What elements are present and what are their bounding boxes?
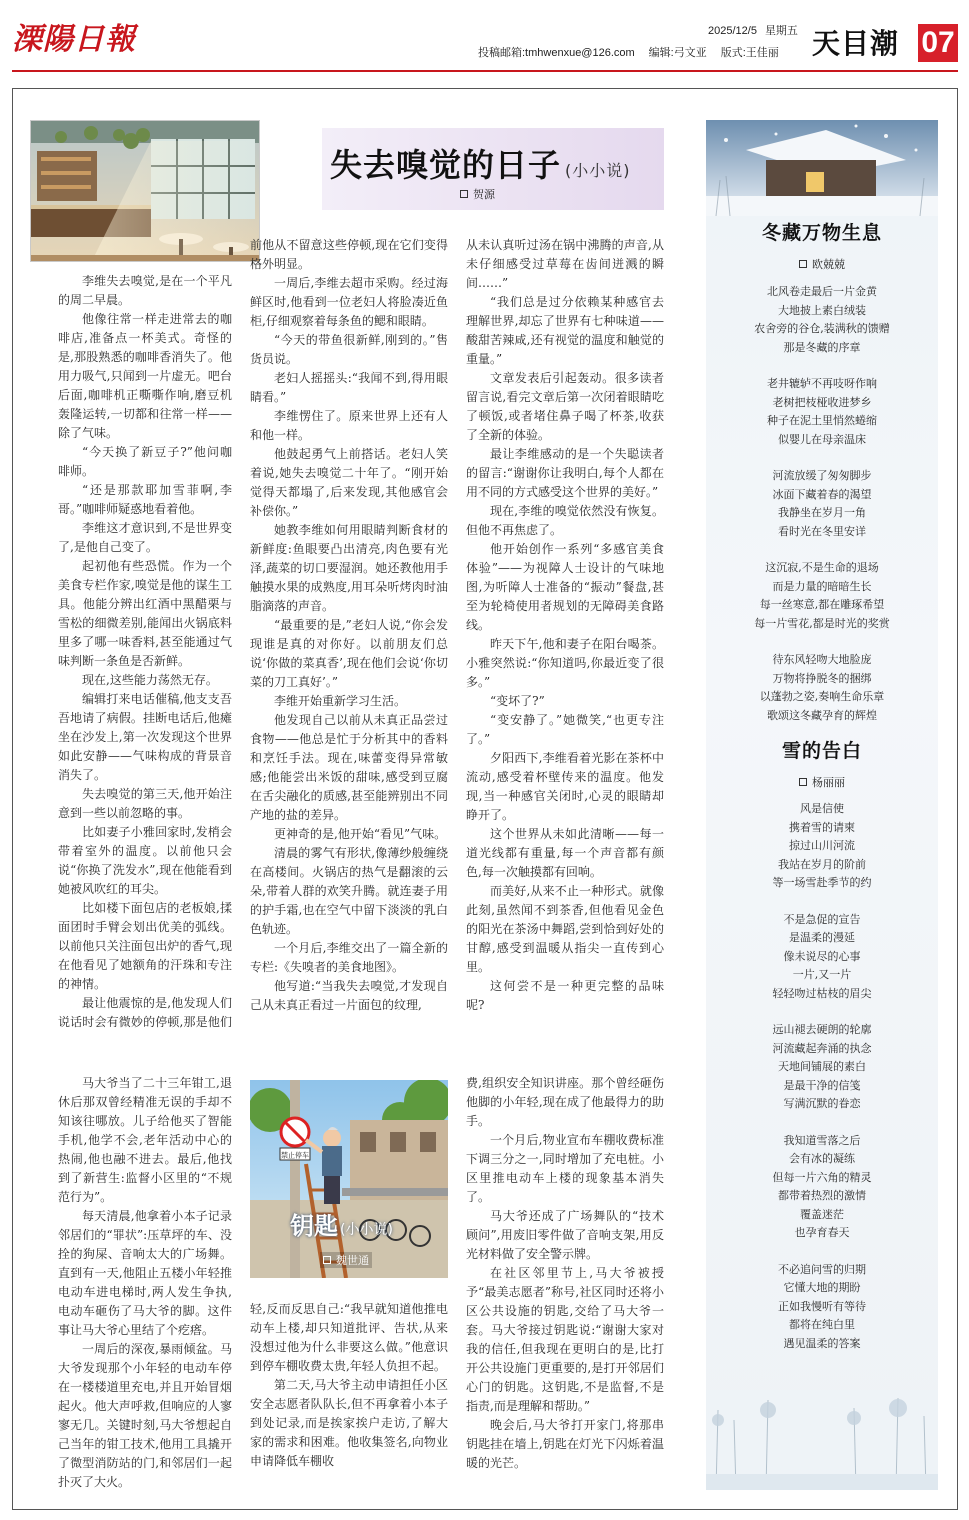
poem-line: 我站在岁月的阶前: [778, 857, 866, 871]
paragraph: 第二天,马大爷主动申请担任小区安全志愿者队队长,但不再拿着小本子到处记录,而是挨家挨户走访,了解大家的需求和困难。他收集签名,向物业申请降低车棚收: [250, 1378, 448, 1468]
poem-line: 农舍旁的谷仓,装满秋的馈赠: [754, 322, 890, 335]
poem-line: 覆盖迷茫: [800, 1207, 844, 1221]
poem-line: 我静坐在岁月一角: [778, 506, 866, 519]
paragraph: 一周后,李维去超市采购。经过海鲜区时,他看到一位老妇人将脸凑近鱼柜,仔细观察着每条鱼的鳃和眼睛。: [250, 276, 448, 328]
story1-subtitle: (小小说): [565, 161, 631, 180]
poem-line: 种子在泥土里悄然蜷缩: [767, 414, 877, 427]
story1-column-2: [250, 236, 448, 1028]
poem-line: 这沉寂,不是生命的退场: [765, 561, 879, 574]
paragraph: 李维失去嗅觉,是在一个平凡的周二早晨。: [58, 274, 232, 307]
paragraph: “还是那款耶加雪菲啊,李哥。”咖啡师疑惑地看着他。: [58, 483, 232, 516]
paragraph: 一个月后,李维交出了一篇全新的专栏:《失嗅者的美食地图》。: [250, 941, 448, 974]
poem-stanza: [706, 911, 938, 1004]
weekday-text: 星期五: [764, 25, 798, 37]
poem2-author: 杨丽丽: [812, 776, 845, 789]
story2-byline: [320, 1252, 372, 1268]
newspaper-logo: 溧陽日報: [12, 22, 136, 57]
layout-credit: 版式:王佳丽: [720, 47, 779, 59]
paragraph: 这个世界从未如此清晰——每一道光线都有重量,每一个声音都有颜色,每一次触摸都有回响。: [466, 827, 664, 879]
date-text: 2025/12/5: [708, 25, 757, 37]
poem-line: 河流放缓了匆匆脚步: [772, 469, 872, 482]
poem2-body: [706, 800, 938, 1371]
paragraph: 昨天下午,他和妻子在阳台喝茶。小雅突然说:“你知道吗,你最近变了很多。”: [466, 637, 664, 689]
story2-author: 魏世通: [336, 1254, 369, 1267]
no-parking-sign-label: 禁止停车: [281, 1151, 309, 1160]
poem-line: 以蓬勃之姿,奏响生命乐章: [759, 690, 885, 703]
poem-line: 遇见温柔的答案: [783, 1336, 861, 1350]
poem-stanza: [706, 559, 938, 633]
paragraph: 晚会后,马大爷打开家门,将那串钥匙挂在墙上,钥匙在灯光下闪烁着温暖的光芒。: [466, 1418, 664, 1470]
paragraph: 他鼓起勇气上前搭话。老妇人笑着说,她失去嗅觉二十年了。“刚开始觉得天都塌了,后来发现,其他感官会补偿你。”: [250, 447, 448, 518]
paragraph: 从未认真听过汤在锅中沸腾的声音,从未仔细感受过草莓在齿间迸溅的瞬间……”: [466, 238, 664, 290]
paragraph: “今天的带鱼很新鲜,刚到的。”售货员说。: [250, 333, 448, 366]
paragraph: “变安静了。”她微笑,“也更专注了。”: [466, 713, 664, 746]
poem2-byline: [706, 774, 938, 790]
poem-line: 不是急促的宣告: [783, 912, 861, 926]
poem-line: 掠过山川河流: [789, 839, 855, 852]
paragraph: 他写道:“当我失去嗅觉,才发现自己从未真正看过一片面包的纹理,: [250, 979, 448, 1012]
poem-line: 冰面下藏着春的渴望: [772, 487, 872, 501]
poem-line: 待东风轻吻大地脸庞: [772, 653, 872, 666]
paragraph: 夕阳西下,李维看着光影在茶杯中流动,感受着杯壁传来的温度。他发现,当一种感官关闭时,心灵的眼睛却睁开了。: [466, 751, 664, 822]
poem-stanza: [706, 467, 938, 541]
editorial-info: [478, 44, 779, 60]
poem-stanza: [706, 375, 938, 449]
paragraph: 费,组织安全知识讲座。那个曾经砸伤他脚的小年轻,现在成了他最得力的助手。: [466, 1076, 664, 1128]
poem-line: 是温柔的漫延: [789, 931, 855, 944]
poem-line: 北风卷走最后一片金黄: [767, 285, 877, 298]
poem-line: 它懂大地的期盼: [783, 1281, 861, 1294]
poem-line: 我知道雪落之后: [783, 1133, 861, 1147]
paragraph: 这何尝不是一种更完整的品味呢?: [466, 979, 664, 1012]
story2-title-text: 钥匙: [290, 1212, 338, 1240]
poem-line: 每一片雪花,都是时光的奖赏: [754, 616, 890, 630]
cafe-scene-image: [31, 121, 260, 262]
poem-line: 万物将挣脱冬的捆绑: [772, 671, 872, 685]
snowy-forest-image: [706, 1390, 938, 1490]
poem-line: 那是冬藏的序章: [783, 340, 861, 354]
poem-line: 携着雪的请柬: [789, 820, 855, 834]
byline-box-icon: [323, 1256, 331, 1264]
paragraph: 比如妻子小雅回家时,发梢会带着室外的温度。以前他只会说“你换了洗发水”,现在他能看到她被风吹红的耳尖。: [58, 825, 232, 896]
poem-line: 大地披上素白绒装: [778, 303, 866, 317]
paragraph: 一个月后,物业宣布车棚收费标准下调三分之一,同时增加了充电桩。小区里推电动车上楼的现象基本消失了。: [466, 1133, 664, 1204]
poem-stanza: [706, 1132, 938, 1243]
paragraph: 李维这才意识到,不是世界变了,是他自己变了。: [58, 521, 232, 554]
story2-column-1: [58, 1074, 232, 1490]
poem-line: 也孕育春天: [794, 1226, 850, 1239]
poem1-author: 欧兢兢: [812, 258, 845, 271]
paragraph: 文章发表后引起轰动。很多读者留言说,看完文章后第一次闭着眼睛吃了顿饭,或者堵住鼻子喝了杯茶,收获了全新的体验。: [466, 371, 664, 442]
paragraph: “变坏了?”: [490, 694, 545, 708]
poem-line: 正如我慢听有等待: [778, 1299, 866, 1313]
poem-line: 似婴儿在母亲温床: [778, 432, 866, 446]
paragraph: 失去嗅觉的第三天,他开始注意到一些以前忽略的事。: [58, 787, 232, 820]
paragraph: 最让李维感动的是一个失聪读者的留言:“谢谢你让我明白,每个人都在用不同的方式感受这个世界的美好。”: [466, 447, 664, 499]
story1-author: 贺源: [473, 188, 495, 201]
submission-email: 投稿邮箱:tmhwenxue@126.com: [478, 47, 635, 59]
paragraph: 他像往常一样走进常去的咖啡店,准备点一杯美式。奇怪的是,那股熟悉的咖啡香消失了。他用力吸气,只闻到一片虚无。吧台后面,咖啡机正嘶嘶作响,磨豆机轰隆运转,一切都和往常一样——除了气味。: [58, 312, 232, 440]
paragraph: “最重要的是,”老妇人说,“你会发现谁是真的对你好。以前朋友们总说‘你做的菜真香’,现在他们会说‘你切菜的刀工真好’。”: [250, 618, 448, 689]
poem-line: 河流藏起奔涌的执念: [772, 1041, 872, 1055]
story1-byline: [460, 186, 495, 202]
poem-line: 不必追问雪的归期: [778, 1262, 866, 1276]
paragraph: 而美好,从来不止一种形式。就像此刻,虽然闻不到茶香,但他看见金色的阳光在茶汤中舞蹈,尝到恰到好处的甘醇,感受到温暖从指尖一直传到心里。: [466, 884, 664, 974]
paragraph: 清晨的雾气有形状,像薄纱般缠绕在高楼间。火锅店的热气是翻滚的云朵,带着人群的欢笑升腾。就连妻子用的护手霜,也在空气中留下淡淡的乳白色轨迹。: [250, 846, 448, 936]
story1-title: [330, 140, 631, 186]
story2-column-3: [466, 1074, 664, 1490]
paragraph: 比如楼下面包店的老板娘,揉面团时手臂会划出优美的弧线。以前他只关注面包出炉的香气,现在他看见了她额角的汗珠和专注的神情。: [58, 901, 232, 991]
paragraph: 她教李维如何用眼睛判断食材的新鲜度:鱼眼要凸出清亮,肉色要有光泽,蔬菜的切口要湿润。她还教他用手触摸水果的成熟度,用耳朵听烤肉时油脂滴落的声音。: [250, 523, 448, 613]
snow-forest-illustration: [706, 1390, 938, 1490]
poem-line: 都带着热烈的激情: [778, 1189, 866, 1202]
paragraph: 更神奇的是,他开始“看见”气味。: [274, 827, 447, 841]
paragraph: 编辑打来电话催稿,他支支吾吾地请了病假。挂断电话后,他瘫坐在沙发上,第一次发现这个世界如此安静——气味构成的背景音消失了。: [58, 692, 232, 782]
poem-line: 一片,又一片: [792, 968, 852, 981]
story2-title: [290, 1206, 393, 1241]
poem-line: 像未说尽的心事: [783, 949, 861, 963]
paragraph: 在社区邻里节上,马大爷被授予“最美志愿者”称号,社区同时还将小区公共设施的钥匙,交给了马大爷一套。马大爷接过钥匙说:“谢谢大家对我的信任,但我现在更明白的是,比打开公共设施门更重要的,是打开邻居们心门的钥匙。这钥匙,不是监督,不是指责,而是理解和帮助。”: [466, 1266, 664, 1413]
poem-line: 轻轻吻过枯枝的眉尖: [772, 986, 872, 1000]
story2-column-2: [250, 1300, 448, 1490]
poem-stanza: [706, 800, 938, 893]
poem-line: 天地间铺展的素白: [778, 1060, 866, 1073]
poem1-byline: [706, 256, 938, 272]
paragraph: 马大爷还成了广场舞队的“技术顾问”,用废旧零件做了音响支架,用反光材料做了安全警示牌。: [466, 1209, 664, 1261]
poem-line: 而是力量的暗暗生长: [772, 579, 872, 593]
paragraph: 老妇人摇摇头:“我闻不到,得用眼睛看。”: [250, 371, 448, 404]
poem-line: 是最干净的信笺: [783, 1078, 861, 1092]
poem-line: 风是信使: [800, 802, 844, 815]
poem1-title: 冬藏万物生息: [761, 222, 882, 244]
paragraph: 李维开始重新学习生活。: [274, 694, 407, 708]
masthead-divider: [12, 70, 958, 72]
poetry-sidebar: [706, 120, 938, 1490]
paragraph: 一周后的深夜,暴雨倾盆。马大爷发现那个小年轻的电动车停在一楼楼道里充电,并且开始冒烟起火。他大声呼救,但响应的人寥寥无几。关键时刻,马大爷想起自己当年的钳工技术,他用工具撬开了微型消防站的门,和邻居们一起扑灭了大火。: [58, 1342, 232, 1489]
cafe-illustration: [30, 120, 260, 262]
poem-line: 每一丝寒意,都在雕琢希望: [759, 598, 885, 611]
paragraph: 他发现自己以前从未真正品尝过食物——他总是忙于分析其中的香料和烹饪手法。现在,味蕾变得异常敏感;他能尝出米饭的甜味,感受到豆腐在舌尖融化的质感,甚至能辨别出不同产地的盐的差异。: [250, 713, 448, 822]
locksmith-scene-image: [250, 1080, 448, 1278]
paragraph: 最让他震惊的是,他发现人们说话时会有微妙的停顿,那是他们: [58, 996, 232, 1028]
byline-box-icon: [799, 778, 807, 786]
poem-line: 看时光在冬里安详: [778, 524, 866, 538]
issue-date: [700, 22, 798, 38]
poem-line: 都将在纯白里: [789, 1318, 855, 1331]
paragraph: 轻,反而反思自己:“我早就知道他推电动车上楼,却只知道批评、告状,从来没想过他为什么非要这么做。”他意识到停车棚收费太贵,年轻人负担不起。: [250, 1302, 448, 1373]
story1-column-1: [58, 272, 232, 1028]
poem1-body: [706, 283, 938, 743]
paragraph: “我们总是过分依赖某种感官去理解世界,却忘了世界有七种味道——酸甜苦辣咸,还有视觉的温度和触觉的重量。”: [466, 295, 664, 366]
paragraph: 每天清晨,他拿着小本子记录邻居们的“罪状”:压草坪的车、没拴的狗屎、音响太大的广场舞。直到有一天,他阻止五楼小年轻推电动车进电梯时,两人发生争执,电动车砸伤了马大爷的脚。这件事让马大爷心里结了个疙瘩。: [58, 1209, 232, 1337]
poem-stanza: [706, 283, 938, 357]
poem-line: 远山褪去硬朗的轮廓: [772, 1023, 872, 1036]
snow-house-illustration: [706, 120, 938, 216]
poem-line: 写满沉默的眷恋: [783, 1097, 861, 1110]
poem-line: 等一场雪赴季节的约: [772, 876, 872, 889]
masthead: [0, 0, 969, 78]
key-story-illustration: [250, 1080, 448, 1278]
poem-line: 老井辘轳不再吱呀作响: [767, 377, 877, 390]
paragraph: 李维愣住了。原来世界上还有人和他一样。: [250, 409, 448, 442]
editor-credit: 编辑:弓文亚: [648, 47, 707, 59]
story2-subtitle: (小小说): [340, 1222, 393, 1238]
paragraph: 起初他有些恐慌。作为一个美食专栏作家,嗅觉是他的谋生工具。他能分辨出红酒中黑醋栗与雪松的细微差别,能闻出火锅底料里多了哪一味香料,甚至能通过气味判断一条鱼是否新鲜。: [58, 559, 232, 668]
section-title: 天目潮: [812, 27, 900, 60]
byline-box-icon: [460, 190, 468, 198]
poem-stanza: [706, 1021, 938, 1114]
byline-box-icon: [799, 260, 807, 268]
paragraph: 现在,这些能力荡然无存。: [82, 673, 218, 687]
paragraph: 马大爷当了二十三年钳工,退休后那双曾经精准无误的手却不知该往哪放。儿子给他买了智能手机,他学不会,老年活动中心的热闹,他也融不进去。最后,他找到了新营生:监督小区里的“不规范行为”。: [58, 1076, 232, 1204]
paragraph: 现在,李维的嗅觉依然没有恢复。但他不再焦虑了。: [466, 504, 664, 537]
paragraph: “今天换了新豆子?”他问咖啡师。: [58, 445, 232, 478]
page-number-badge: 07: [918, 24, 958, 62]
poem-line: 歌颂这冬藏孕育的辉煌: [767, 708, 877, 722]
poem-line: 会有冰的凝练: [789, 1152, 855, 1165]
snowy-cabin-image: [706, 120, 938, 216]
poem-line: 老树把枝桠收进梦乡: [772, 395, 872, 409]
poem-stanza: [706, 1261, 938, 1354]
poem2-title: 雪的告白: [781, 740, 862, 762]
story1-column-3: [466, 236, 664, 1028]
poem-line: 但每一片六角的精灵: [772, 1170, 872, 1184]
paragraph: 他开始创作一系列“多感官美食体验”——为视障人士设计的气味地图,为听障人士准备的“振动”餐盘,甚至为轮椅使用者规划的无障碍美食路线。: [466, 542, 664, 632]
poem-stanza: [706, 651, 938, 725]
paragraph: 前他从不留意这些停顿,现在它们变得格外明显。: [250, 238, 448, 271]
story1-title-text: 失去嗅觉的日子: [330, 146, 562, 184]
